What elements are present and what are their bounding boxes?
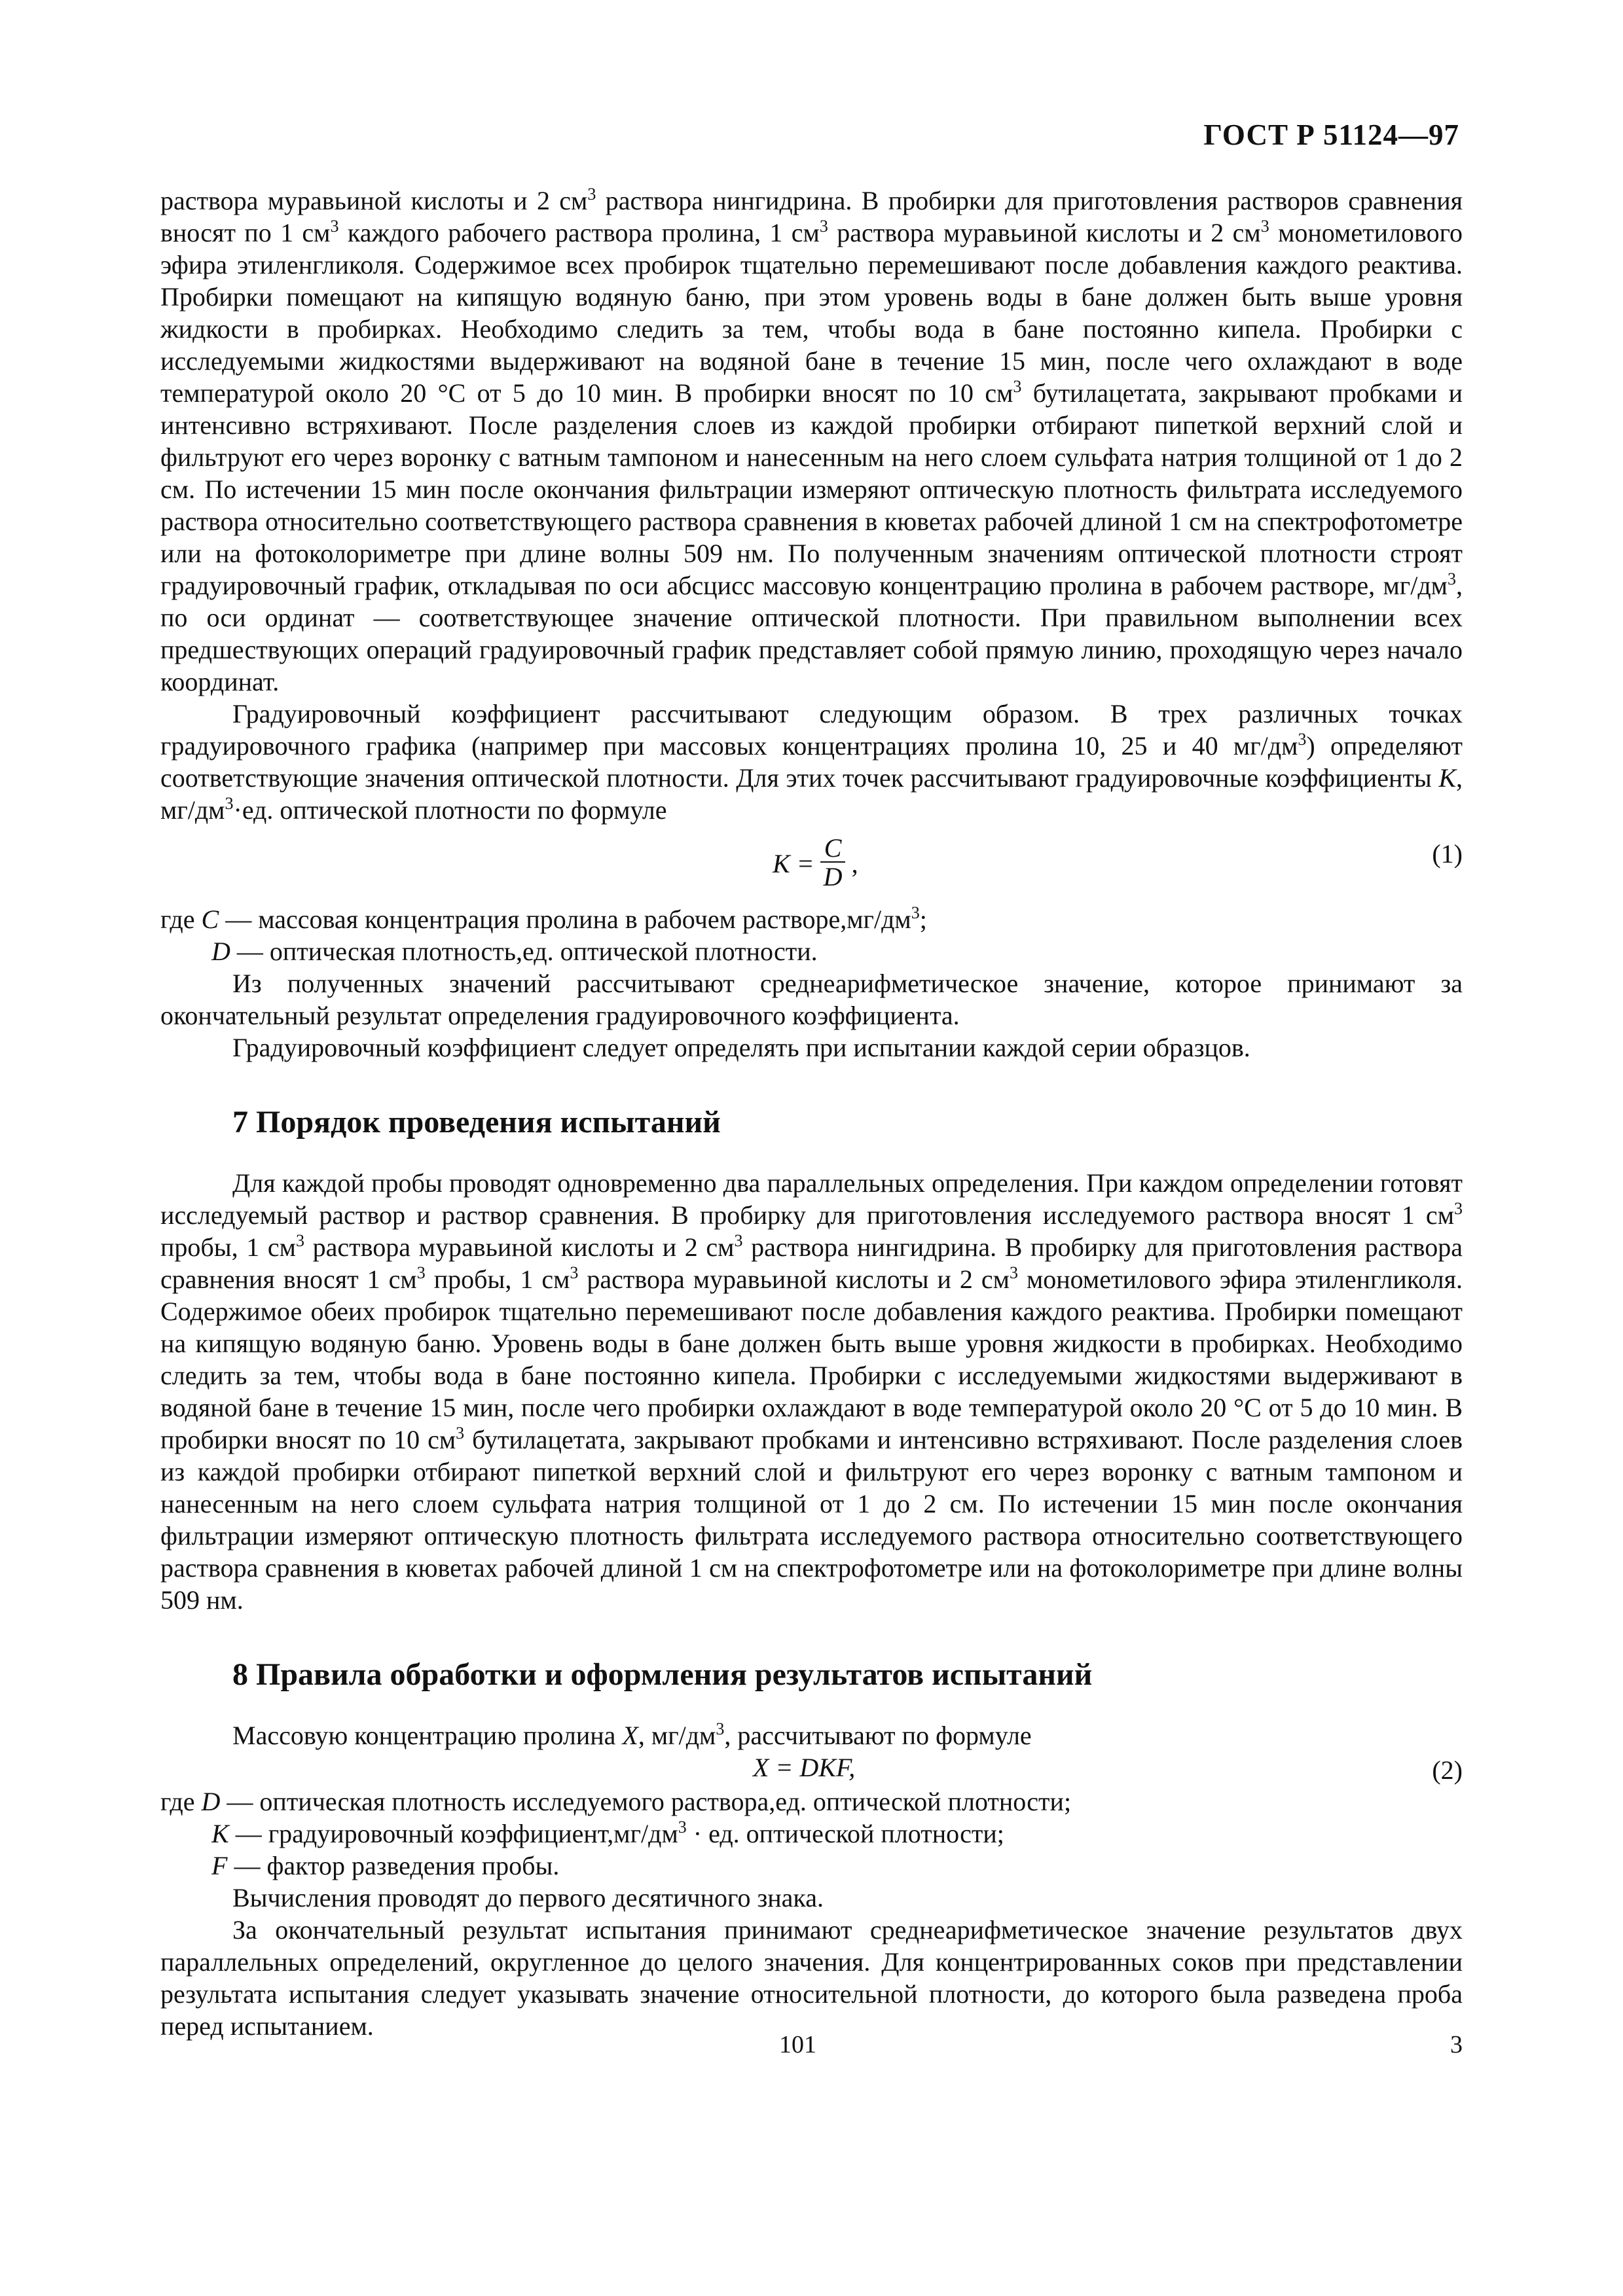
page-content (160, 185, 1463, 2042)
paragraph: Массовую концентрацию пролина X, $мг/дм^3$, рассчитывают по формуле (232, 1719, 1032, 1750)
paragraph: Градуировочный коэффициент рассчитывают следующим образом. В трех различных точках градуировочного графика (например при массовых концентрациях пролина 10, 25 и 40 $мг/дм^3$) определяют соответствующие значения оптической плотности. Для этих точек рассчитывают градуировочные коэффициенты K, $мг/дм^3\cdot ед$. оптической плотности по формуле (160, 699, 1463, 825)
paragraph: Из полученных значений рассчитывают среднеарифметическое значение, которое принимают за окончательный результат определения градуировочного коэффициента. (160, 969, 1463, 1030)
page-number-right: 3 (1450, 2031, 1463, 2058)
formula-number: (1) (1432, 839, 1463, 869)
formula-expression: X = DKF, (753, 1753, 856, 1782)
where-line: где D — оптическая плотность исследуемого раствора,ед. оптической плотности; (160, 1787, 1072, 1816)
paragraph: Для каждой пробы проводят одновременно два параллельных определения. При каждом определении готовят исследуемый раствор и раствор сравнения. В пробирку для приготовления исследуемого раствора вносят 1 $см^3$ пробы, 1 $см^3$ раствора муравьиной кислоты и 2 $см^3$ раствора нингидрина. В пробирку для приготовления раствора сравнения вносят 1 $см^3$ пробы, 1 $см^3$ раствора муравьиной кислоты и 2 $см^3$ монометилового эфира этиленгликоля. Содержимое обеих пробирок тщательно перемешивают после добавления каждого реактива. Пробирки помещают на кипящую водяную баню. Уровень воды в бане должен быть выше уровня жидкости в пробирках. Необходимо следить за тем, чтобы вода в бане постоянно кипела. Пробирки с исследуемыми жидкостями выдерживают в водяной бане в течение 15 мин, после чего пробирки охлаждают в воде температурой около 20 °С от 5 до 10 мин. В пробирки вносят по 10 $см^3$ бутилацетата, закрывают пробками и интенсивно встряхивают. После разделения слоев из каждой пробирки отбирают пипеткой верхний слой и фильтруют его через воронку с ватным тампоном и нанесенным на него слоем сульфата натрия толщиной от 1 до 2 см. По истечении 15 мин после окончания фильтрации измеряют оптическую плотность фильтрата исследуемого раствора относительно соответствующего раствора сравнения в кюветах рабочей длиной 1 см на спектрофотометре или на фотоколориметре при длине волны 509 нм. (160, 1168, 1463, 1615)
where-line: D — оптическая плотность,ед. оптической плотности. (211, 937, 818, 966)
formula-number: (2) (1432, 1755, 1463, 1785)
formula-expression: K = $\frac{C}{D}$ , (773, 833, 858, 891)
section-heading-7: 7 Порядок проведения испытаний (232, 1105, 721, 1139)
page-number-center: 101 (779, 2031, 816, 2058)
standard-designation: ГОСТ Р 51124—97 (1203, 118, 1459, 151)
paragraph: Градуировочный коэффициент следует определять при испытании каждой серии образцов. (232, 1033, 1250, 1062)
formula-denominator: D (823, 862, 843, 891)
formula-numerator: C (824, 833, 842, 863)
paragraph: За окончательный результат испытания принимают среднеарифметическое значение результатов двух параллельных определений, округленное до целого значения. Для концентрированных соков при представлении результата испытания следует указывать значение относительной плотности, до которого была разведена проба перед испытанием. (160, 1915, 1463, 2041)
paragraph: Вычисления проводят до первого десятичного знака. (232, 1883, 824, 1912)
where-line: K — градуировочный $коэффициент,мг/дм^3$ · ед. оптической плотности; (211, 1818, 1004, 1848)
formula-2 (160, 1751, 1463, 1785)
where-line: F — фактор разведения пробы. (211, 1851, 560, 1880)
formula-1 (160, 826, 1463, 903)
section-heading-8: 8 Правила обработки и оформления результатов испытаний (232, 1657, 1093, 1692)
paragraph: раствора муравьиной кислоты и 2 $см^3$ раствора нингидрина. В пробирки для приготовления растворов сравнения вносят по 1 $см^3$ каждого рабочего раствора пролина, 1 $см^3$ раствора муравьиной кислоты и 2 $см^3$ монометилового эфира этиленгликоля. Содержимое всех пробирок тщательно перемешивают после добавления каждого реактива. Пробирки помещают на кипящую водяную баню, при этом уровень воды в бане должен быть выше уровня жидкости в пробирках. Необходимо следить за тем, чтобы вода в бане постоянно кипела. Пробирки с исследуемыми жидкостями выдерживают на водяной бане в течение 15 мин, после чего охлаждают в воде температурой около 20 °С от 5 до 10 мин. В пробирки вносят по 10 $см^3$ бутилацетата, закрывают пробками и интенсивно встряхивают. После разделения слоев из каждой пробирки отбирают пипеткой верхний слой и фильтруют его через воронку с ватным тампоном и нанесенным на него слоем сульфата натрия толщиной от 1 до 2 см. По истечении 15 мин после окончания фильтрации измеряют оптическую плотность фильтрата исследуемого раствора относительно соответствующего раствора сравнения в кюветах рабочей длиной 1 см на спектрофотометре или на фотоколориметре при длине волны 509 нм. По полученным значениям оптической плотности строят градуировочный график, откладывая по оси абсцисс массовую концентрацию пролина в рабочем растворе, $мг/дм^3$, по оси ординат — соответствующее значение оптической плотности. При правильном выполнении всех предшествующих операций градуировочный график представляет собой прямую линию, проходящую через начало координат. (160, 185, 1463, 696)
where-line: где C — массовая концентрация пролина в рабочем $растворе,мг/дм^3$; (160, 903, 927, 934)
